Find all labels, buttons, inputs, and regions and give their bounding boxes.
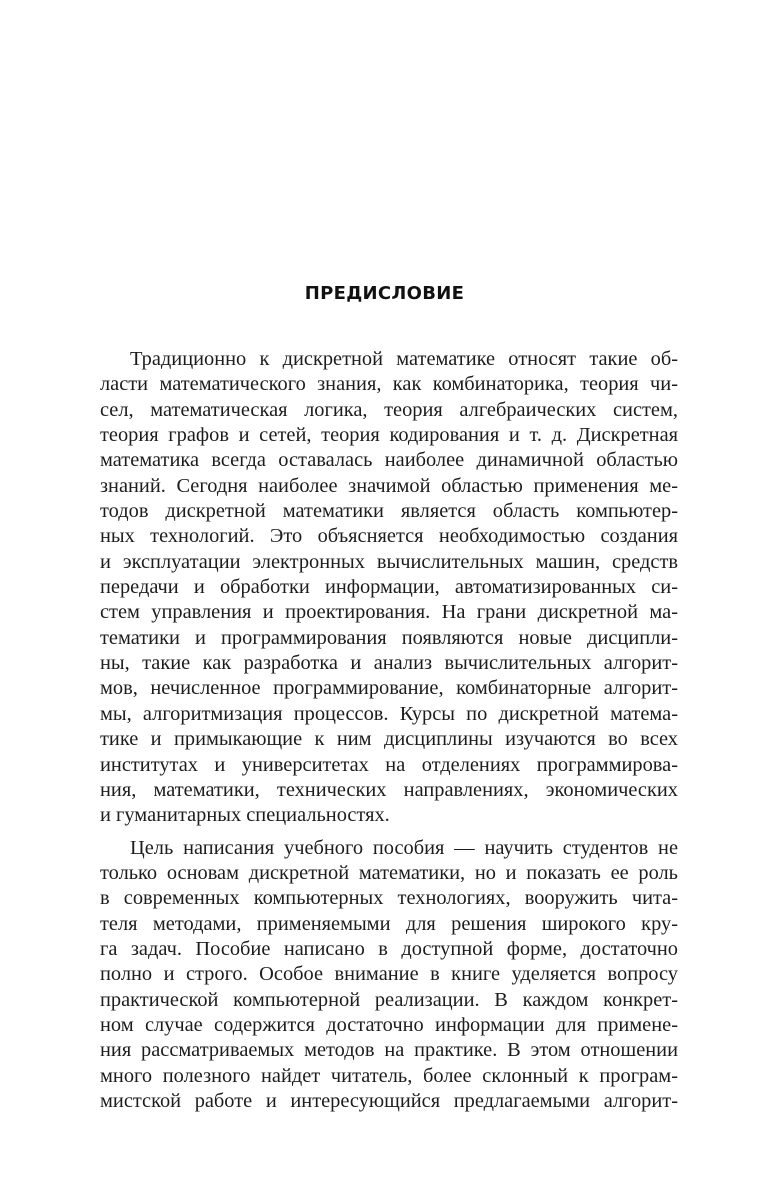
text-line: и эксплуатации электронных вычислительных машин, средств — [100, 550, 678, 573]
text-line: ния рассматриваемых методов на практике. В этом отношении — [100, 1039, 678, 1062]
text-line: много полезного найдет читатель, более склонный к програм- — [100, 1064, 678, 1087]
text-line: тематики и программирования появляются новые дисципли- — [100, 626, 678, 649]
body-text — [100, 347, 678, 1114]
text-line: полно и строго. Особое внимание в книге уделяется вопросу — [100, 963, 678, 986]
text-line: стем управления и проектирования. На грани дискретной ма- — [100, 601, 678, 624]
text-line: тодов дискретной математики является область компьютер- — [100, 500, 678, 523]
text-line: институтах и университетах на отделениях программирова- — [100, 753, 678, 776]
text-line: математика всегда оставалась наиболее динамичной областью — [100, 449, 678, 472]
text-line: мов, нечисленное программирование, комбинаторные алгорит- — [100, 677, 678, 700]
page-heading: ПРЕДИСЛОВИЕ — [304, 283, 465, 304]
text-line: ны, такие как разработка и анализ вычислительных алгорит- — [100, 652, 678, 675]
text-line: ния, математики, технических направлениях, экономических — [100, 778, 678, 801]
text-line: теля методами, применяемыми для решения широкого кру- — [100, 912, 678, 935]
text-line: теория графов и сетей, теория кодирования и т. д. Дискретная — [100, 424, 678, 447]
text-line: знаний. Сегодня наиболее значимой областью применения ме- — [100, 474, 678, 497]
text-line: в современных компьютерных технологиях, вооружить чита- — [100, 887, 678, 910]
text-line: ласти математического знания, как комбинаторика, теория чи- — [100, 373, 678, 396]
text-line: и гуманитарных специальностях. — [100, 804, 390, 827]
text-line: мистской работе и интересующийся предлагаемыми алгорит- — [100, 1089, 678, 1112]
text-line: Цель написания учебного пособия — научить студентов не — [130, 836, 678, 859]
text-line: сел, математическая логика, теория алгебраических систем, — [100, 398, 678, 421]
text-line: мы, алгоритмизация процессов. Курсы по дискретной матема- — [100, 702, 678, 725]
text-line: только основам дискретной математики, но и показать ее роль — [100, 861, 678, 884]
text-line: ных технологий. Это объясняется необходимостью создания — [100, 525, 678, 548]
text-line: практической компьютерной реализации. В каждом конкрет- — [100, 988, 678, 1011]
text-line: тике и примыкающие к ним дисциплины изучаются во всех — [100, 728, 678, 751]
text-line: передачи и обработки информации, автоматизированных си- — [100, 576, 678, 599]
text-line: Традиционно к дискретной математике относят такие об- — [130, 348, 678, 370]
text-line: га задач. Пособие написано в доступной форме, достаточно — [100, 937, 678, 960]
text-line: ном случае содержится достаточно информации для примене- — [100, 1013, 678, 1036]
